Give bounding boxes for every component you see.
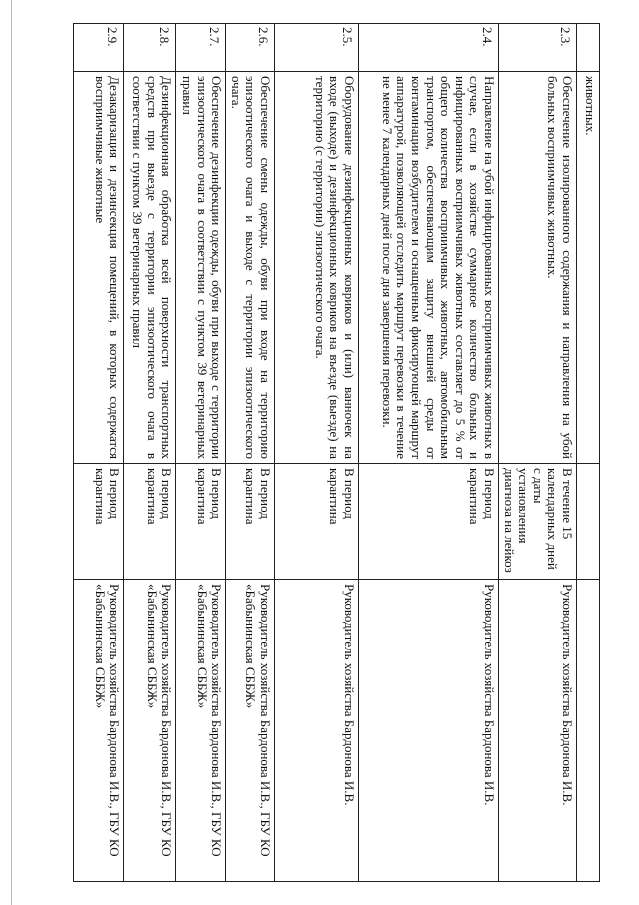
row-number-cell: 2.8. <box>124 24 176 72</box>
responsible-cell: Руководитель хозяйства Бардонова И.В., ГБУ КО «Бабынинская СББЖ» <box>226 580 275 882</box>
term-cell: В период карантина <box>359 464 499 580</box>
term-cell: В период карантина <box>226 464 275 580</box>
table-row-continued <box>577 24 600 882</box>
measure-cell: Дезинфекционная обработка всей поверхности транспортных средств при выезде с территории эпизоотического очага в соответствии с пунктом 39 ветеринарных правил <box>124 72 176 464</box>
responsible-cell: Руководитель хозяйства Бардонова И.В. <box>275 580 359 882</box>
row-number-cell: 2.5. <box>275 24 359 72</box>
table-row <box>359 24 499 882</box>
row-number-cell: 2.4. <box>359 24 499 72</box>
table-row <box>275 24 359 882</box>
row-number-cell <box>577 24 600 72</box>
table-row <box>124 24 176 882</box>
responsible-cell: Руководитель хозяйства Бардонова И.В., ГБУ КО «Бабынинская СББЖ» <box>124 580 176 882</box>
responsible-cell: Руководитель хозяйства Бардонова И.В., ГБУ КО «Бабынинская СББЖ» <box>74 580 124 882</box>
measure-cell: Обеспечение смены одежды, обуви при входе на территорию эпизоотического очага и выходе с территории эпизоотического очага. <box>226 72 275 464</box>
responsible-cell: Руководитель хозяйства Бардонова И.В. <box>359 580 499 882</box>
term-cell: В период карантина <box>275 464 359 580</box>
page-margin-line <box>11 0 12 905</box>
measure-cell: Оборудование дезинфекционных ковриков и (или) ванночек на входе (выходе) и дезинфекционных ковриков на въезде (выезде) на территорию (с территории) эпизоотического очага. <box>275 72 359 464</box>
row-number-cell: 2.6. <box>226 24 275 72</box>
row-number-cell: 2.7. <box>176 24 226 72</box>
measure-cell: Обеспечение дезинфекции одежды, обуви при выходе с территории эпизоотического очага в соответствии с пунктом 39 ветеринарных правил <box>176 72 226 464</box>
term-cell <box>577 464 600 580</box>
row-number-cell: 2.9. <box>74 24 124 72</box>
table-row <box>176 24 226 882</box>
table-row <box>499 24 577 882</box>
measure-cell: Обеспечение изолированного содержания и направления на убой больных восприимчивых животных. <box>499 72 577 464</box>
responsible-cell <box>577 580 600 882</box>
term-cell: В период карантина <box>74 464 124 580</box>
measure-cell: Направление на убой инфицированных восприимчивых животных в случае, если в хозяйстве суммарное количество больных и инфицированных восприимчивых животных составляет до 5 % от общего количества восприимчивых животных, автомобильным транспортом, обеспечивающим защиту внешней среды от контаминации возбудителем и оснащенным фиксирующей маршрут аппаратурой, позволяющей отследить маршрут перевозки в течение не менее 7 календарных дней после дня завершения перевозки. <box>359 72 499 464</box>
term-cell: В период карантина <box>176 464 226 580</box>
responsible-cell: Руководитель хозяйства Бардонова И.В., ГБУ КО «Бабынинская СББЖ» <box>176 580 226 882</box>
rotated-table-sheet <box>34 23 600 881</box>
responsible-cell: Руководитель хозяйства Бардонова И.В. <box>499 580 577 882</box>
measure-cell: Дезакаризация и дезинсекция помещений, в которых содержатся восприимчивые животные <box>74 72 124 464</box>
table-row <box>74 24 124 882</box>
measures-table <box>73 23 600 882</box>
measure-cell: животных. <box>577 72 600 464</box>
row-number-cell: 2.3. <box>499 24 577 72</box>
table-row <box>226 24 275 882</box>
term-cell: В течение 15 календарных дней с даты установления диагноза на лейкоз <box>499 464 577 580</box>
term-cell: В период карантина <box>124 464 176 580</box>
